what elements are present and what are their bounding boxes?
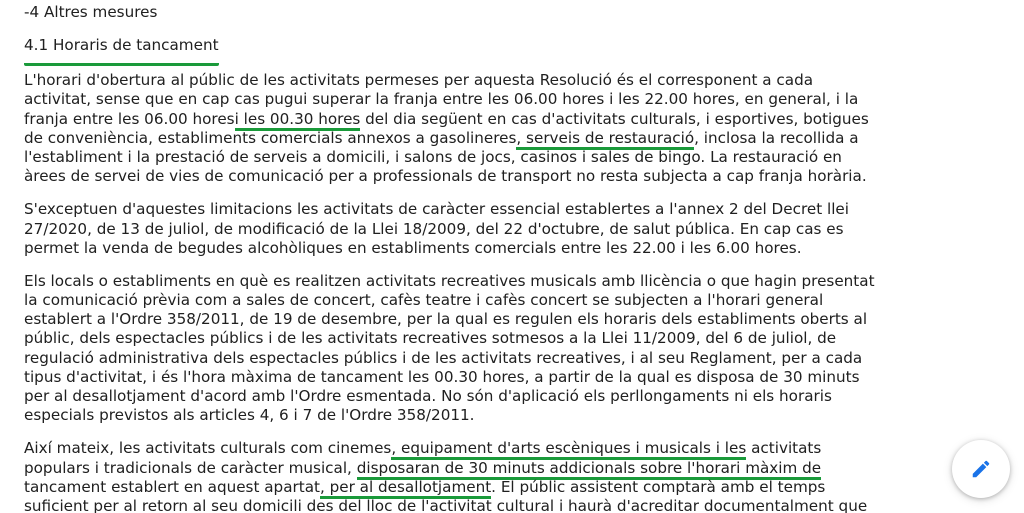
text-line — [24, 310, 984, 329]
text-segment: especials previstos als articles 4, 6 i 7 de l'Ordre 358/2011. — [24, 406, 475, 425]
highlighted-text: , per al desallotjament — [320, 478, 491, 499]
text-line — [24, 478, 984, 497]
text-line — [24, 329, 984, 348]
highlighted-text: , serveis de restauració — [516, 129, 694, 150]
text-line — [24, 129, 984, 148]
text-segment: activitat, sense que en cap cas pugui superar la franja entre les 06.00 hores i les 22.00 hores, en general, i la — [24, 90, 859, 109]
text-line — [24, 239, 984, 258]
text-line — [24, 272, 984, 291]
text-segment: franja entre les 06.00 hores — [24, 109, 235, 128]
text-segment: per al desallotjament d'acord amb l'Ordre esmentada. No són d'aplicació els perllongaments ni els horaris — [24, 387, 832, 406]
text-segment: L'horari d'obertura al públic de les activitats permeses per aquesta Resolució és el corresponent a cada — [24, 71, 814, 90]
text-segment: S'exceptuen d'aquestes limitacions les activitats de caràcter essencial establertes a l'annex 2 del Decret llei — [24, 200, 849, 219]
text-segment: , inclosa la recollida a — [694, 128, 859, 147]
paragraph-gap — [24, 186, 984, 200]
text-line — [24, 439, 984, 458]
text-line — [24, 387, 984, 406]
text-segment: 27/2020, de 13 de juliol, de modificació de la Llei 18/2009, del 22 d'octubre, de salut pública. En cap cas es — [24, 219, 844, 238]
text-segment: permet la venda de begudes alcohòliques en establiments comercials entre les 22.00 i les 6.00 hores. — [24, 238, 802, 257]
text-line — [24, 291, 984, 310]
text-line — [24, 71, 984, 90]
paragraph-3 — [24, 272, 984, 426]
text-segment: públic, dels espectacles públics i de les activitats recreatives sotmesos a la Llei 11/2009, del 6 de juliol, de — [24, 329, 837, 348]
subsection-heading: 4.1 Horaris de tancament — [24, 36, 219, 66]
text-segment: establert a l'Ordre 358/2011, de 19 de desembre, per la qual es regulen els horaris dels establiments oberts al — [24, 310, 868, 329]
text-line — [24, 220, 984, 239]
text-line — [24, 368, 984, 387]
text-line — [24, 406, 984, 425]
text-segment: regulació administrativa dels espectacles públics i de les activitats recreatives, i al seu Reglament, per a cada — [24, 348, 863, 367]
text-line — [24, 110, 984, 129]
text-line — [24, 459, 984, 478]
document-body — [24, 3, 984, 513]
text-line — [24, 90, 984, 109]
paragraph-1 — [24, 71, 984, 186]
highlighted-text: disposaran de 30 minuts addicionals sobre l'horari màxim de — [357, 459, 821, 480]
text-segment: activitats — [746, 439, 822, 458]
highlighted-text: , equipament d'arts escèniques i musicals i les — [391, 439, 746, 460]
section-heading: -4 Altres mesures — [24, 3, 158, 21]
text-line — [24, 148, 984, 167]
text-segment: . El públic assistent comptarà amb el temps — [491, 477, 826, 496]
text-segment: la comunicació prèvia com a sales de concert, cafès teatre i cafès concert se subjecten a l'horari general — [24, 291, 824, 310]
text-segment: del dia següent en cas d'activitats culturals, i esportives, botigues — [360, 109, 869, 128]
text-line — [24, 200, 984, 219]
text-segment: l'establiment i la prestació de serveis a domicili, i salons de jocs, casinos i sales de bingo. La restauració en — [24, 147, 842, 166]
text-segment: de conveniència, establiments comercials annexos a gasolineres — [24, 128, 517, 147]
edit-button[interactable] — [952, 440, 1010, 498]
pencil-icon — [970, 458, 992, 480]
text-line — [24, 167, 984, 186]
text-segment: populars i tradicionals de caràcter musical, — [24, 458, 357, 477]
paragraph-4 — [24, 439, 984, 513]
text-segment: tancament establert en aquest apartat — [24, 477, 320, 496]
paragraph-gap — [24, 258, 984, 272]
text-segment: Així mateix, les activitats culturals com cinemes — [24, 439, 392, 458]
text-segment: àrees de servei de vies de comunicació per a professionals de transport no resta subjecta a cap franja horària. — [24, 167, 867, 186]
text-segment: suficient per al retorn al seu domicili des del lloc de l'activitat cultural i haurà d'acreditar documentalment que — [24, 496, 868, 513]
paragraph-gap — [24, 425, 984, 439]
highlighted-text: i les 00.30 hores — [235, 110, 361, 131]
text-segment: Els locals o establiments en què es realitzen activitats recreatives musicals amb llicència o que hagin presentat — [24, 271, 875, 290]
paragraphs — [24, 66, 984, 513]
text-segment: tipus d'activitat, i és l'hora màxima de tancament les 00.30 hores, a partir de la qual es disposa de 30 minuts — [24, 367, 860, 386]
text-line — [24, 497, 984, 513]
text-line — [24, 349, 984, 368]
paragraph-2 — [24, 200, 984, 258]
